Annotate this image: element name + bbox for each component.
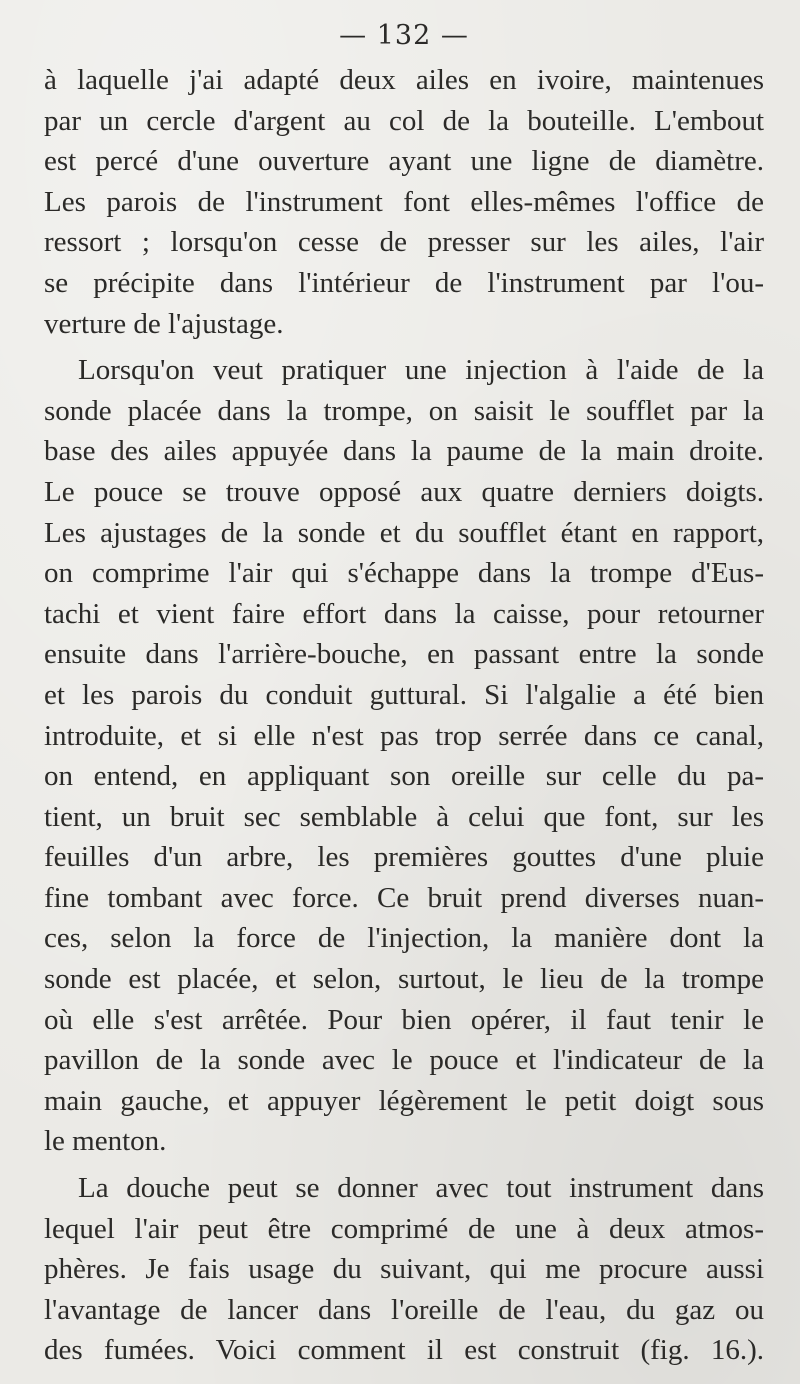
paragraph-2 bbox=[44, 350, 764, 1162]
text-line: par un cercle d'argent au col de la bouteille. L'embout bbox=[44, 104, 764, 137]
text-line: à laquelle j'ai adapté deux ailes en ivoire, maintenues bbox=[44, 64, 764, 96]
text-line: ressort ; lorsqu'on cesse de presser sur les ailes, l'air bbox=[44, 226, 764, 259]
text-line: feuilles d'un arbre, les premières gouttes d'une pluie bbox=[44, 841, 764, 874]
text-line: tachi et vient faire effort dans la caisse, pour retourner bbox=[44, 597, 764, 630]
text-line: verture de l'ajustage. bbox=[44, 307, 284, 340]
text-line: le menton. bbox=[44, 1125, 167, 1158]
paragraph-1 bbox=[44, 60, 764, 344]
text-line: se précipite dans l'intérieur de l'instrument par l'ou- bbox=[44, 266, 764, 299]
text-line: Les parois de l'instrument font elles-mêmes l'office de bbox=[44, 185, 764, 218]
text-line: l'avantage de lancer dans l'oreille de l'eau, du gaz ou bbox=[44, 1293, 764, 1326]
text-line: où elle s'est arrêtée. Pour bien opérer, il faut tenir le bbox=[44, 1003, 764, 1036]
text-line: Les ajustages de la sonde et du soufflet étant en rapport, bbox=[44, 516, 764, 549]
text-line: lequel l'air peut être comprimé de une à deux atmos- bbox=[44, 1212, 764, 1245]
text-line: fine tombant avec force. Ce bruit prend diverses nuan- bbox=[44, 881, 764, 914]
text-line: et les parois du conduit guttural. Si l'algalie a été bien bbox=[44, 678, 764, 711]
text-line: sonde placée dans la trompe, on saisit le soufflet par la bbox=[44, 394, 764, 427]
text-line: main gauche, et appuyer légèrement le petit doigt sous bbox=[44, 1084, 764, 1117]
text-line: est percé d'une ouverture ayant une ligne de diamètre. bbox=[44, 145, 764, 178]
text-line: des fumées. Voici comment il est construit (fig. 16.). bbox=[44, 1334, 764, 1367]
text-line: Le pouce se trouve opposé aux quatre derniers doigts. bbox=[44, 475, 764, 508]
text-line: Lorsqu'on veut pratiquer une injection à l'aide de la bbox=[78, 354, 764, 387]
text-line: ces, selon la force de l'injection, la manière dont la bbox=[44, 922, 764, 955]
text-line: on entend, en appliquant son oreille sur celle du pa- bbox=[44, 760, 764, 793]
text-line: pavillon de la sonde avec le pouce et l'indicateur de la bbox=[44, 1044, 764, 1077]
text-line: tient, un bruit sec semblable à celui que font, sur les bbox=[44, 800, 764, 833]
text-line: on comprime l'air qui s'échappe dans la trompe d'Eus- bbox=[44, 557, 764, 590]
text-line: La douche peut se donner avec tout instrument dans bbox=[78, 1172, 764, 1205]
text-line: phères. Je fais usage du suivant, qui me procure aussi bbox=[44, 1253, 764, 1286]
text-line: sonde est placée, et selon, surtout, le lieu de la trompe bbox=[44, 963, 764, 996]
page-number: — 132 — bbox=[339, 20, 469, 51]
text-line: ensuite dans l'arrière-bouche, en passant entre la sonde bbox=[44, 638, 764, 671]
text-line: introduite, et si elle n'est pas trop serrée dans ce canal, bbox=[44, 719, 764, 752]
text-line: base des ailes appuyée dans la paume de la main droite. bbox=[44, 435, 764, 468]
paragraph-3 bbox=[44, 1168, 764, 1371]
